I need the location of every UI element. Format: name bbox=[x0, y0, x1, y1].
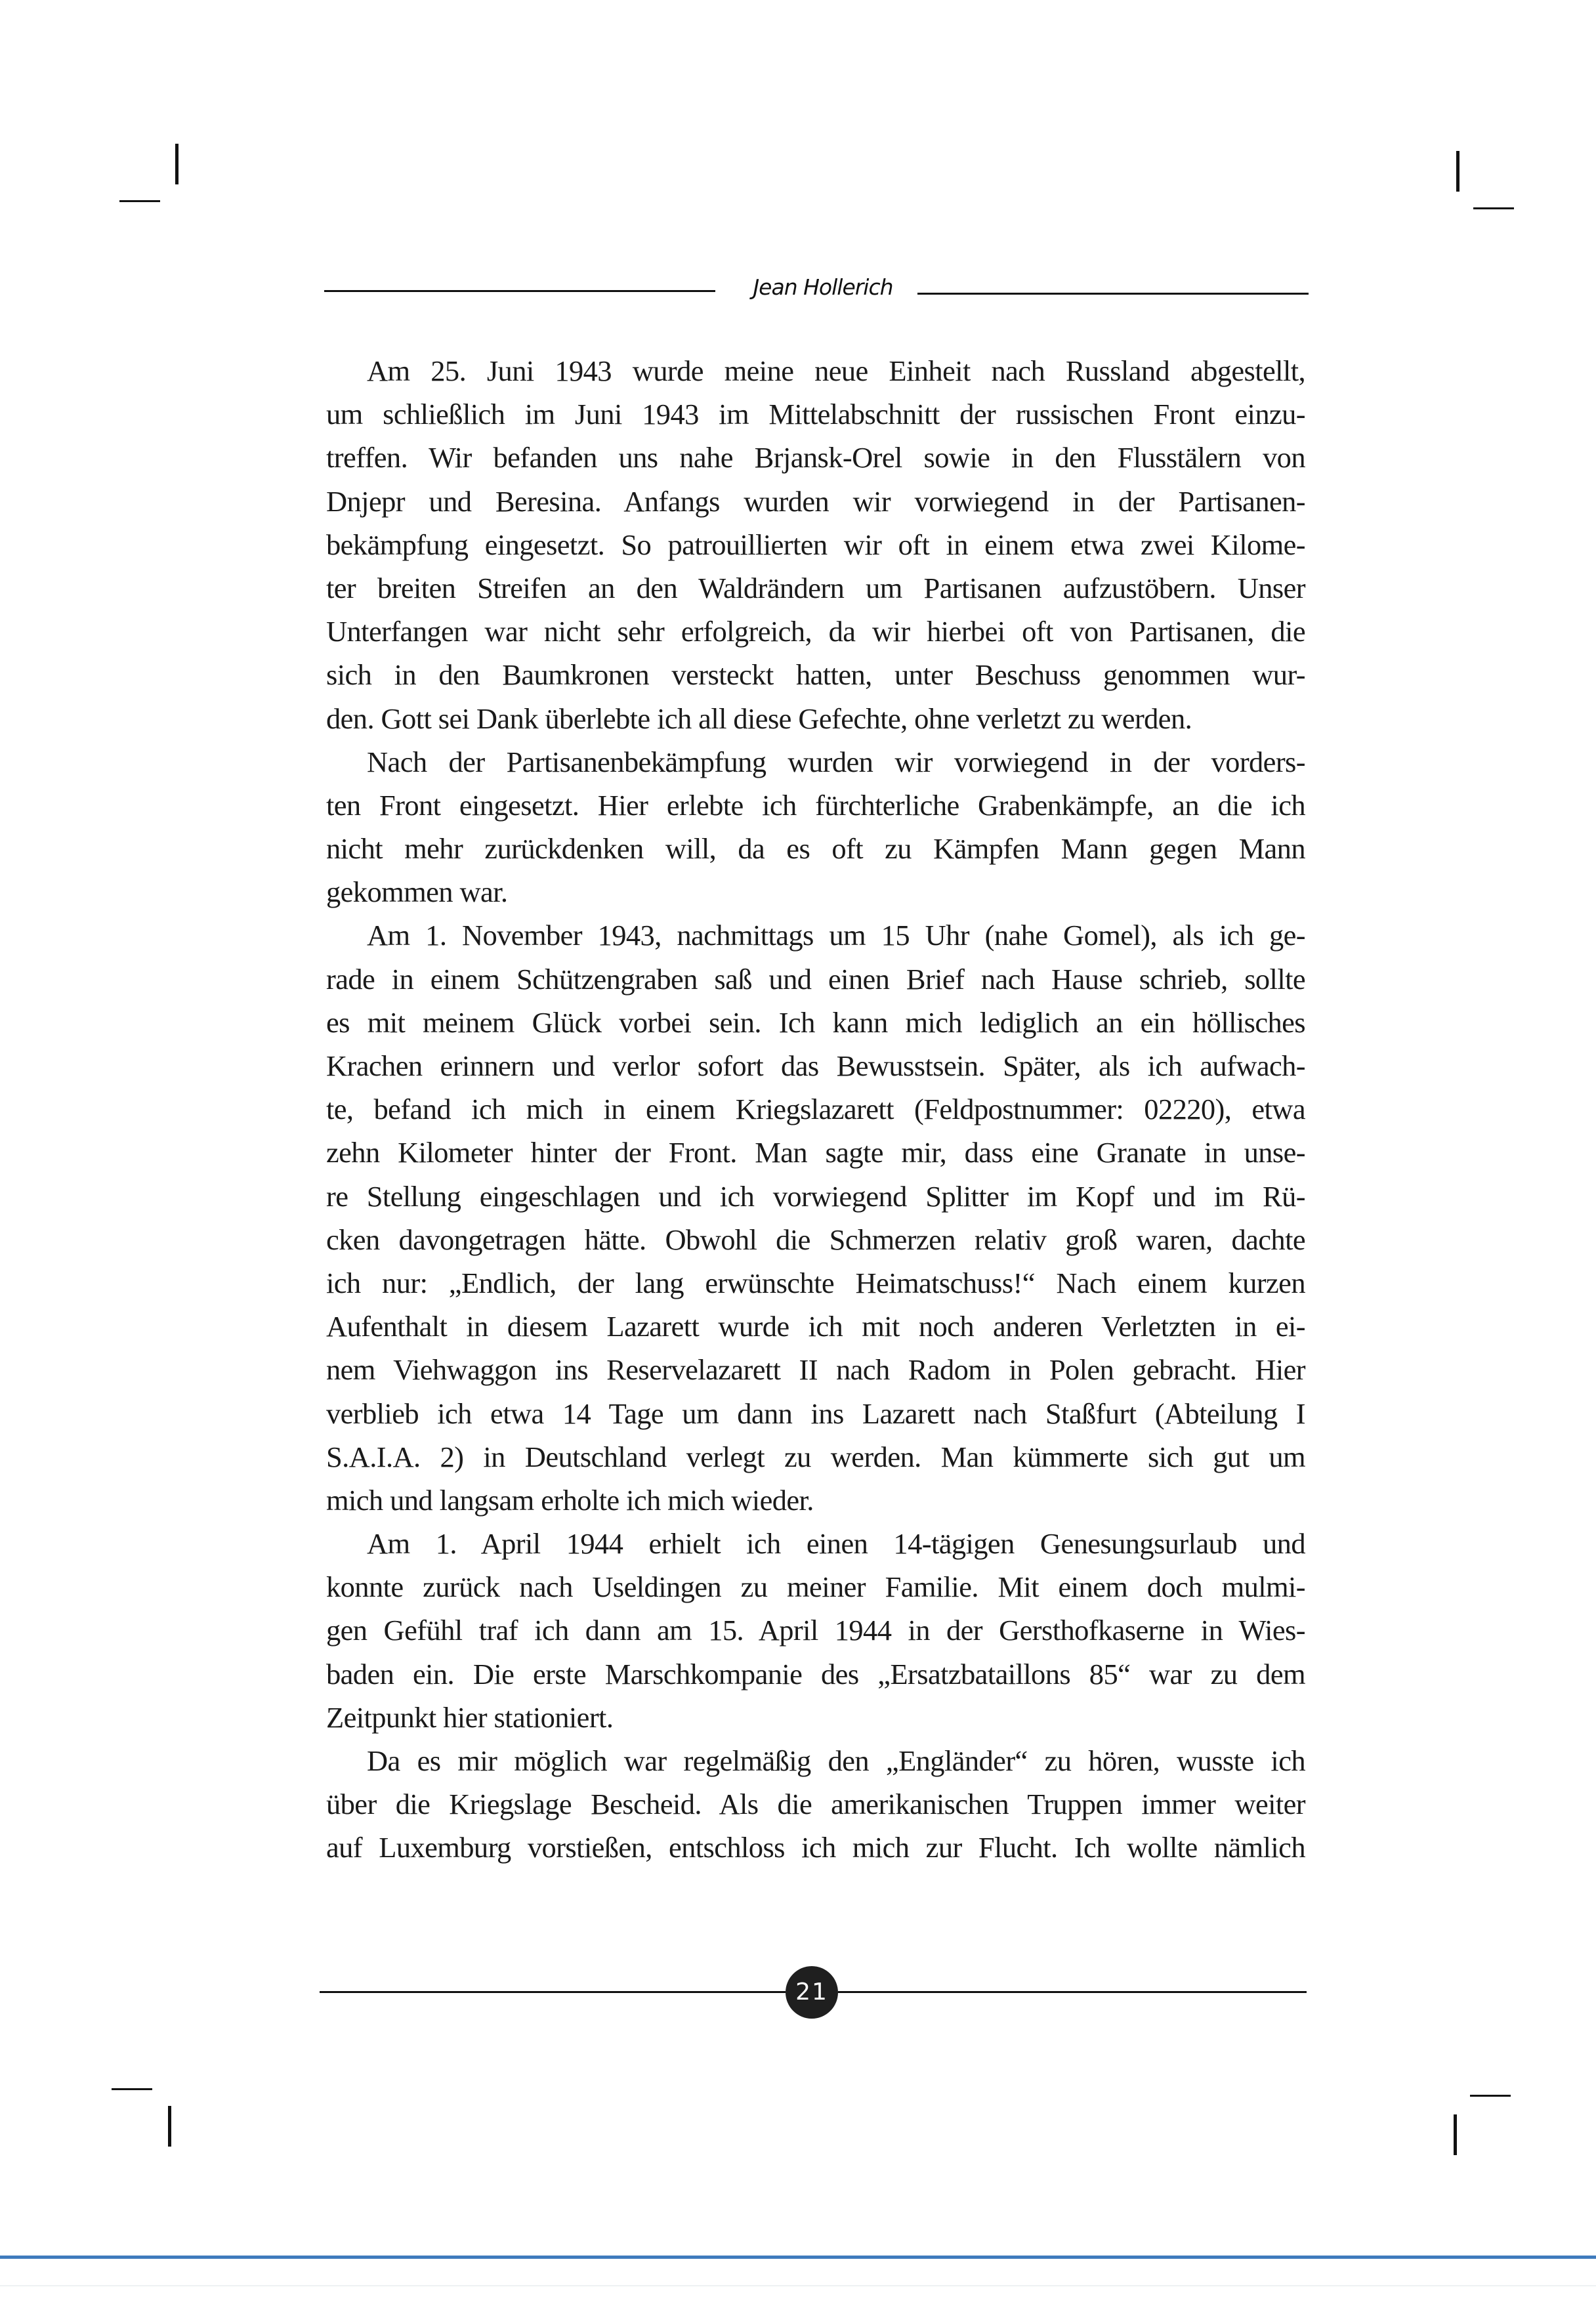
running-head-rule-left bbox=[324, 290, 715, 292]
crop-mark-bottom-left-horizontal bbox=[112, 2088, 152, 2090]
paragraph-1-line: den. Gott sei Dank überlebte ich all diese Gefechte, ohne verletzt zu werden. bbox=[326, 702, 1192, 735]
viewer-page-border bbox=[0, 2256, 1596, 2259]
crop-mark-top-left-horizontal bbox=[119, 200, 160, 202]
crop-mark-bottom-right-vertical bbox=[1454, 2114, 1457, 2155]
paragraph-2-line: gekommen war. bbox=[326, 875, 508, 909]
paragraph-3-line: S.A.I.A. 2) in Deutschland verlegt zu werden. Man kümmerte sich gut um bbox=[326, 1440, 1305, 1473]
paragraph-1-line: bekämpfung eingesetzt. So patrouillierten wir oft in einem etwa zwei Kilome- bbox=[326, 528, 1305, 561]
paragraph-3-line: verblieb ich etwa 14 Tage um dann ins Lazarett nach Staßfurt (Abteilung I bbox=[326, 1396, 1305, 1430]
paragraph-5-line: über die Kriegslage Bescheid. Als die amerikanischen Truppen immer weiter bbox=[326, 1788, 1305, 1821]
paragraph-3-line: nem Viehwaggon ins Reservelazarett II nach Radom in Polen gebracht. Hier bbox=[326, 1353, 1305, 1387]
paragraph-4-line: baden ein. Die erste Marschkompanie des „Ersatzbataillons 85“ war zu dem bbox=[326, 1657, 1305, 1690]
paragraph-2-line: Nach der Partisanenbekämpfung wurden wir vorwiegend in der vorders- bbox=[367, 745, 1305, 778]
paragraph-3-line: rade in einem Schützengraben saß und einen Brief nach Hause schrieb, sollte bbox=[326, 962, 1305, 996]
footer-rule-right bbox=[838, 1991, 1307, 1993]
paragraph-5-line: auf Luxemburg vorstießen, entschloss ich mich zur Flucht. Ich wollte nämlich bbox=[326, 1831, 1305, 1864]
paragraph-5-line: Da es mir möglich war regelmäßig den „Engländer“ zu hören, wusste ich bbox=[367, 1744, 1305, 1777]
paragraph-1-line: sich in den Baumkronen versteckt hatten, unter Beschuss genommen wur- bbox=[326, 658, 1305, 692]
running-head-author: Jean Hollerich bbox=[753, 274, 893, 300]
paragraph-1-line: Dnjepr und Beresina. Anfangs wurden wir vorwiegend in der Partisanen- bbox=[326, 484, 1305, 518]
page-number-badge: 21 bbox=[786, 1966, 838, 2019]
paragraph-1-line: Unterfangen war nicht sehr erfolgreich, da wir hierbei oft von Partisanen, die bbox=[326, 615, 1305, 648]
crop-mark-top-right-horizontal bbox=[1473, 207, 1514, 209]
paragraph-3-line: Krachen erinnern und verlor sofort das Bewusstsein. Später, als ich aufwach- bbox=[326, 1049, 1305, 1082]
paragraph-3-line: cken davongetragen hätte. Obwohl die Schmerzen relativ groß waren, dachte bbox=[326, 1223, 1305, 1256]
running-head bbox=[324, 276, 1309, 308]
crop-mark-top-right-vertical bbox=[1456, 151, 1460, 192]
paragraph-2-line: nicht mehr zurückdenken will, da es oft zu Kämpfen Mann gegen Mann bbox=[326, 832, 1305, 866]
paragraph-3-line: es mit meinem Glück vorbei sein. Ich kann mich lediglich an ein höllisches bbox=[326, 1005, 1305, 1039]
paragraph-4-line: Zeitpunkt hier stationiert. bbox=[326, 1700, 614, 1734]
paragraph-2-line: ten Front eingesetzt. Hier erlebte ich fürchterliche Grabenkämpfe, an die ich bbox=[326, 788, 1305, 822]
paragraph-3-line: re Stellung eingeschlagen und ich vorwiegend Splitter im Kopf und im Rü- bbox=[326, 1179, 1305, 1213]
paragraph-3-line: te, befand ich mich in einem Kriegslazarett (Feldpostnummer: 02220), etwa bbox=[326, 1093, 1305, 1126]
paragraph-1-line: um schließlich im Juni 1943 im Mittelabschnitt der russischen Front einzu- bbox=[326, 398, 1305, 431]
paragraph-1-line: treffen. Wir befanden uns nahe Brjansk-Orel sowie in den Flusstälern von bbox=[326, 441, 1305, 474]
paragraph-3-line: ich nur: „Endlich, der lang erwünschte Heimatschuss!“ Nach einem kurzen bbox=[326, 1266, 1305, 1299]
crop-mark-bottom-right-horizontal bbox=[1470, 2095, 1511, 2097]
paragraph-1-line: ter breiten Streifen an den Waldrändern um Partisanen aufzustöbern. Unser bbox=[326, 571, 1305, 604]
paragraph-4-line: Am 1. April 1944 erhielt ich einen 14-tägigen Genesungsurlaub und bbox=[367, 1527, 1305, 1561]
crop-mark-bottom-left-vertical bbox=[168, 2106, 171, 2147]
body-text bbox=[326, 349, 1305, 1870]
paragraph-3-line: mich und langsam erholte ich mich wieder. bbox=[326, 1483, 814, 1517]
paragraph-1-line: Am 25. Juni 1943 wurde meine neue Einheit nach Russland abgestellt, bbox=[367, 354, 1305, 387]
paragraph-3-line: Aufenthalt in diesem Lazarett wurde ich mit noch anderen Verletzten in ei- bbox=[326, 1310, 1305, 1343]
running-head-rule-right bbox=[917, 293, 1309, 295]
paragraph-4-line: konnte zurück nach Useldingen zu meiner Familie. Mit einem doch mulmi- bbox=[326, 1570, 1305, 1604]
footer-rule-left bbox=[320, 1991, 786, 1993]
page-footer bbox=[320, 1962, 1307, 2021]
paragraph-3-line: zehn Kilometer hinter der Front. Man sagte mir, dass eine Granate in unse- bbox=[326, 1136, 1305, 1169]
paragraph-4-line: gen Gefühl traf ich dann am 15. April 1944 in der Gersthofkaserne in Wies- bbox=[326, 1614, 1305, 1647]
paragraph-3-line: Am 1. November 1943, nachmittags um 15 Uhr (nahe Gomel), als ich ge- bbox=[367, 919, 1305, 952]
viewer-page-shadow bbox=[0, 2285, 1596, 2286]
crop-mark-top-left-vertical bbox=[175, 144, 178, 184]
